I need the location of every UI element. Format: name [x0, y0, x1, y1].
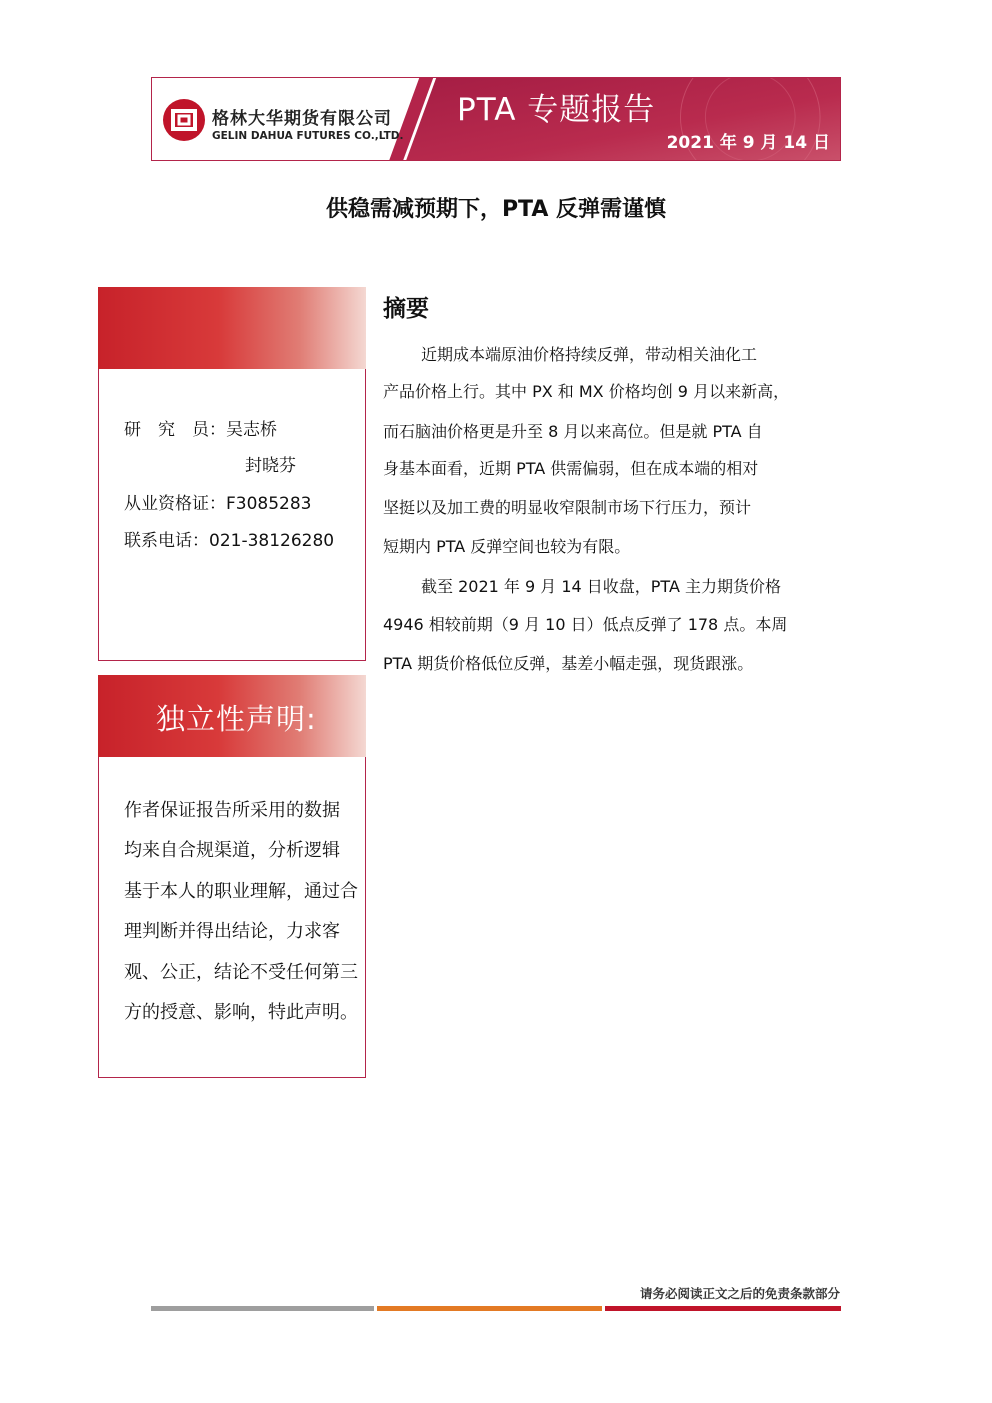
page-title: 供稳需减预期下，PTA 反弹需谨慎	[325, 197, 667, 222]
summary-line: 身基本面看，近期 PTA 供需偏弱，但在成本端的相对	[383, 459, 759, 478]
declaration-line: 理判断并得出结论，力求客	[124, 921, 340, 942]
report-header	[151, 77, 841, 161]
footer-disclaimer-note: 请务必阅读正文之后的免责条款部分	[639, 1286, 840, 1301]
declaration-title: 独立性声明:	[156, 702, 317, 736]
declaration-line: 作者保证报告所采用的数据	[124, 800, 340, 821]
summary-line: 近期成本端原油价格持续反弹，带动相关油化工	[421, 345, 758, 364]
summary-line: 4946 相较前期（9 月 10 日）低点反弹了 178 点。本周	[383, 615, 788, 634]
analyst-info-band	[98, 287, 366, 369]
company-name-cn: 格林大华期货有限公司	[212, 109, 392, 129]
summary-line: PTA 期货价格低位反弹，基差小幅走强，现货跟涨。	[383, 654, 754, 673]
contact-phone: 联系电话：021-38126280	[124, 531, 335, 551]
report-date: 2021 年 9 月 14 日	[666, 133, 830, 153]
company-name-en: GELIN DAHUA FUTURES CO.,LTD.	[212, 130, 404, 142]
researcher-2: 封晓芬	[245, 456, 296, 476]
summary-line: 短期内 PTA 反弹空间也较为有限。	[383, 537, 631, 556]
declaration-box	[98, 675, 366, 1078]
company-logo-icon	[162, 98, 206, 142]
analyst-info-box	[98, 287, 366, 661]
license-number: 从业资格证：F3085283	[124, 494, 312, 514]
summary-line: 截至 2021 年 9 月 14 日收盘，PTA 主力期货价格	[421, 577, 781, 596]
declaration-line: 方的授意、影响，特此声明。	[124, 1002, 358, 1023]
summary-line: 而石脑油价格更是升至 8 月以来高位。但是就 PTA 自	[383, 422, 763, 441]
declaration-band	[98, 675, 366, 757]
summary-heading: 摘要	[383, 296, 429, 322]
footer-bar-orange	[377, 1306, 602, 1311]
footer-bar-red	[605, 1306, 841, 1311]
researcher-label: 研 究 员：吴志桥	[124, 420, 277, 440]
summary-line: 产品价格上行。其中 PX 和 MX 价格均创 9 月以来新高，	[383, 382, 790, 401]
footer-bar-gray	[151, 1306, 374, 1311]
declaration-line: 观、公正，结论不受任何第三	[124, 962, 358, 983]
report-type: PTA 专题报告	[457, 92, 656, 128]
declaration-line: 基于本人的职业理解，通过合	[124, 881, 358, 902]
summary-line: 坚挺以及加工费的明显收窄限制市场下行压力，预计	[383, 498, 752, 517]
declaration-line: 均来自合规渠道，分析逻辑	[124, 840, 340, 861]
